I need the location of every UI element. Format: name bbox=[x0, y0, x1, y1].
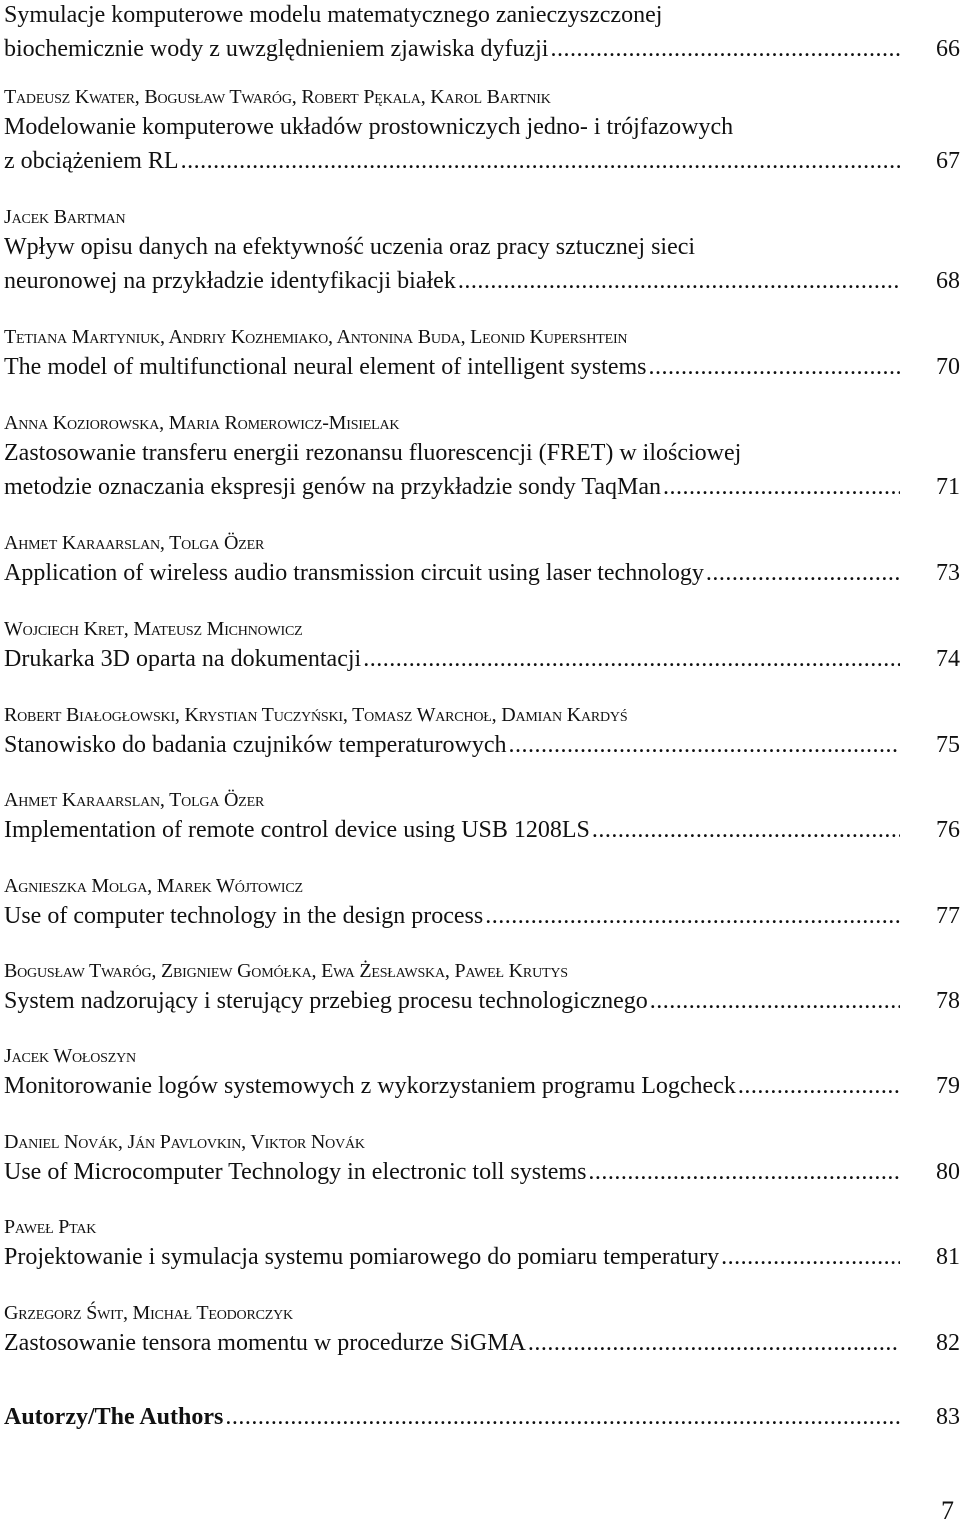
page-number: 7 bbox=[941, 1496, 954, 1525]
toc-entry bbox=[4, 616, 960, 676]
toc-entry bbox=[4, 84, 960, 178]
toc-entry bbox=[4, 1043, 960, 1103]
toc-entry bbox=[4, 1129, 960, 1189]
dot-leader bbox=[363, 642, 900, 676]
entry-last-line bbox=[4, 1240, 960, 1274]
dot-leader bbox=[588, 1155, 900, 1189]
entry-last-line bbox=[4, 1155, 960, 1189]
entry-authors: Bogusław Twaróg, Zbigniew Gomółka, Ewa Żesławska, Paweł Krutys bbox=[4, 960, 568, 982]
entry-authors: Jacek Wołoszyn bbox=[4, 1045, 136, 1067]
entry-title-end: Use of Microcomputer Technology in electronic toll systems bbox=[4, 1159, 587, 1185]
entry-page-number: 78 bbox=[936, 988, 960, 1014]
entry-title-end: Zastosowanie tensora momentu w procedurze SiGMA bbox=[4, 1330, 526, 1356]
dot-leader bbox=[706, 556, 900, 590]
entry-authors: Anna Koziorowska, Maria Romerowicz-Misielak bbox=[4, 412, 400, 434]
entry-authors: Jacek Bartman bbox=[4, 206, 126, 228]
entry-title-end: Drukarka 3D oparta na dokumentacji bbox=[4, 646, 362, 672]
entry-page-number: 70 bbox=[936, 354, 960, 380]
dot-leader bbox=[592, 813, 900, 847]
dot-leader bbox=[458, 264, 900, 298]
entry-authors: Ahmet Karaarslan, Tolga Özer bbox=[4, 532, 265, 554]
entry-last-line bbox=[4, 984, 960, 1018]
toc-entry bbox=[4, 787, 960, 847]
authors-index-entry bbox=[4, 1400, 960, 1434]
authors-index-label: Autorzy/The Authors bbox=[4, 1404, 224, 1430]
dot-leader bbox=[663, 470, 900, 504]
entry-title-end: metodzie oznaczania ekspresji genów na przykładzie sondy TaqMan bbox=[4, 474, 661, 500]
entry-title-line: Wpływ opisu danych na efektywność uczenia oraz pracy sztucznej sieci bbox=[4, 234, 696, 260]
entry-title-line: Zastosowanie transferu energii rezonansu fluorescencji (FRET) w ilościowej bbox=[4, 440, 742, 466]
entry-title-end: Application of wireless audio transmission circuit using laser technology bbox=[4, 560, 704, 586]
entry-last-line bbox=[4, 899, 960, 933]
entry-page-number: 68 bbox=[936, 268, 960, 294]
entry-last-line bbox=[4, 350, 960, 384]
dot-leader bbox=[509, 728, 900, 762]
entry-page-number: 67 bbox=[936, 148, 960, 174]
entry-page-number: 80 bbox=[936, 1159, 960, 1185]
entry-title-end: The model of multifunctional neural element of intelligent systems bbox=[4, 354, 647, 380]
entry-title-end: biochemicznie wody z uwzględnieniem zjawiska dyfuzji bbox=[4, 36, 549, 62]
toc-entry bbox=[4, 0, 960, 66]
entry-authors: Daniel Novák, Ján Pavlovkin, Viktor Novák bbox=[4, 1131, 365, 1153]
entry-authors: Grzegorz Świt, Michał Teodorczyk bbox=[4, 1302, 293, 1324]
entry-page-number: 76 bbox=[936, 817, 960, 843]
dot-leader bbox=[649, 350, 900, 384]
entry-page-number: 74 bbox=[936, 646, 960, 672]
dot-leader bbox=[485, 899, 900, 933]
entry-title-line: Modelowanie komputerowe układów prostowniczych jedno- i trójfazowych bbox=[4, 114, 734, 140]
entry-last-line bbox=[4, 144, 960, 178]
entry-page-number: 73 bbox=[936, 560, 960, 586]
entry-last-line bbox=[4, 728, 960, 762]
entry-page-number: 81 bbox=[936, 1244, 960, 1270]
entry-authors: Wojciech Kret, Mateusz Michnowicz bbox=[4, 618, 303, 640]
entry-last-line bbox=[4, 32, 960, 66]
entry-page-number: 75 bbox=[936, 732, 960, 758]
entry-title-end: Stanowisko do badania czujników temperaturowych bbox=[4, 732, 507, 758]
entry-last-line bbox=[4, 1069, 960, 1103]
dot-leader bbox=[181, 144, 900, 178]
entry-authors: Paweł Ptak bbox=[4, 1216, 97, 1238]
entry-page-number: 82 bbox=[936, 1330, 960, 1356]
dot-leader bbox=[225, 1400, 900, 1434]
entry-title-end: z obciążeniem RL bbox=[4, 148, 179, 174]
entry-title-end: Use of computer technology in the design process bbox=[4, 903, 484, 929]
entry-last-line bbox=[4, 813, 960, 847]
entry-title-line: Symulacje komputerowe modelu matematycznego zanieczyszczonej bbox=[4, 2, 663, 28]
entry-page-number: 71 bbox=[936, 474, 960, 500]
toc-entry bbox=[4, 410, 960, 504]
entry-last-line bbox=[4, 264, 960, 298]
dot-leader bbox=[738, 1069, 900, 1103]
entry-title-end: neuronowej na przykładzie identyfikacji białek bbox=[4, 268, 456, 294]
toc-entry bbox=[4, 324, 960, 384]
entry-last-line bbox=[4, 556, 960, 590]
dot-leader bbox=[528, 1326, 900, 1360]
entry-title-end: System nadzorujący i sterujący przebieg procesu technologicznego bbox=[4, 988, 648, 1014]
entry-title-end: Monitorowanie logów systemowych z wykorzystaniem programu Logcheck bbox=[4, 1073, 736, 1099]
toc-entry bbox=[4, 204, 960, 298]
entry-last-line bbox=[4, 1326, 960, 1360]
entry-title-end: Projektowanie i symulacja systemu pomiarowego do pomiaru temperatury bbox=[4, 1244, 720, 1270]
toc-entry bbox=[4, 873, 960, 933]
entry-page-number: 77 bbox=[936, 903, 960, 929]
entry-authors: Tetiana Martyniuk, Andriy Kozhemiako, Antonina Buda, Leonid Kupershtein bbox=[4, 326, 628, 348]
toc-entry bbox=[4, 958, 960, 1018]
entry-authors: Agnieszka Molga, Marek Wójtowicz bbox=[4, 875, 303, 897]
dot-leader bbox=[721, 1240, 900, 1274]
entry-authors: Tadeusz Kwater, Bogusław Twaróg, Robert Pękala, Karol Bartnik bbox=[4, 86, 551, 108]
entry-page-number: 83 bbox=[936, 1404, 960, 1430]
dot-leader bbox=[550, 32, 900, 66]
entry-title-end: Implementation of remote control device using USB 1208LS bbox=[4, 817, 590, 843]
entry-page-number: 66 bbox=[936, 36, 960, 62]
entry-last-line bbox=[4, 470, 960, 504]
entry-last-line bbox=[4, 642, 960, 676]
entry-page-number: 79 bbox=[936, 1073, 960, 1099]
toc-entry bbox=[4, 530, 960, 590]
dot-leader bbox=[650, 984, 900, 1018]
toc-entry bbox=[4, 1300, 960, 1360]
toc-entry bbox=[4, 702, 960, 762]
entry-authors: Robert Białogłowski, Krystian Tuczyński, Tomasz Warchoł, Damian Kardyś bbox=[4, 704, 628, 726]
toc-entry bbox=[4, 1214, 960, 1274]
entry-authors: Ahmet Karaarslan, Tolga Özer bbox=[4, 789, 265, 811]
entry-last-line bbox=[4, 1400, 960, 1434]
